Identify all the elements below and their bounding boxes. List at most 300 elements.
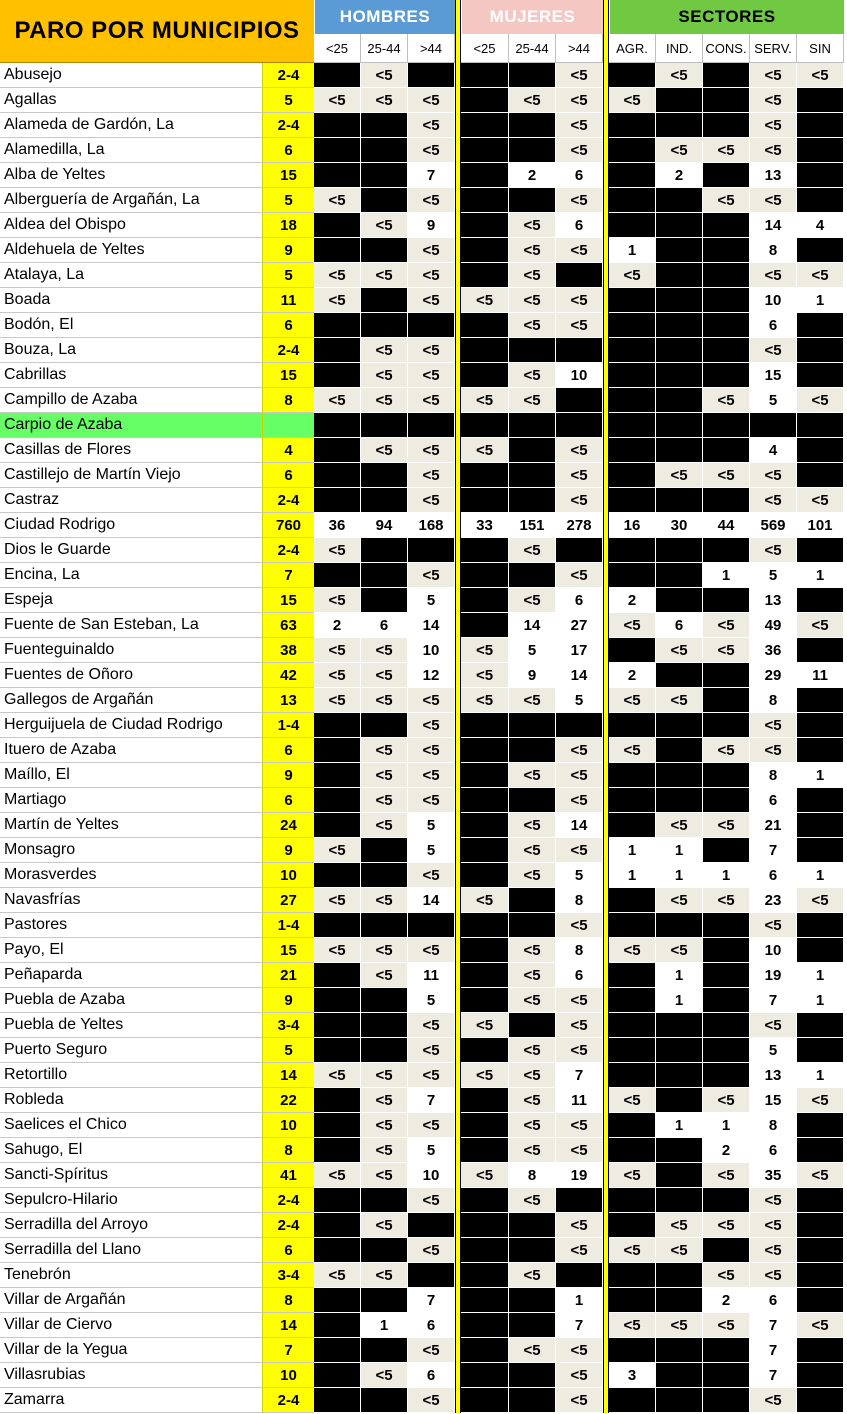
table-cell: 7 bbox=[750, 988, 797, 1013]
table-cell: 8 bbox=[750, 238, 797, 263]
table-cell: 27 bbox=[556, 613, 603, 638]
table-cell bbox=[314, 463, 361, 488]
table-cell: <5 bbox=[408, 788, 455, 813]
table-cell bbox=[461, 88, 509, 113]
table-cell bbox=[556, 388, 603, 413]
table-cell bbox=[361, 913, 408, 938]
municipality-name: Gallegos de Argañán bbox=[0, 688, 262, 713]
table-cell bbox=[461, 713, 509, 738]
table-cell: 10 bbox=[408, 638, 455, 663]
table-cell: <5 bbox=[509, 288, 556, 313]
table-cell bbox=[408, 63, 455, 88]
municipality-total: 38 bbox=[262, 638, 314, 663]
column-separator bbox=[603, 1363, 609, 1388]
table-cell bbox=[461, 1188, 509, 1213]
table-cell bbox=[656, 563, 703, 588]
table-cell: <5 bbox=[750, 1188, 797, 1213]
column-separator bbox=[455, 1263, 461, 1288]
table-cell bbox=[361, 713, 408, 738]
table-cell: 5 bbox=[750, 563, 797, 588]
table-cell: <5 bbox=[408, 288, 455, 313]
column-separator bbox=[455, 963, 461, 988]
table-cell: 14 bbox=[750, 213, 797, 238]
table-cell: 10 bbox=[556, 363, 603, 388]
table-cell bbox=[609, 1188, 656, 1213]
table-cell bbox=[656, 488, 703, 513]
column-separator bbox=[603, 188, 609, 213]
table-cell bbox=[656, 238, 703, 263]
table-cell bbox=[703, 1338, 750, 1363]
table-cell bbox=[797, 1188, 844, 1213]
table-cell bbox=[797, 88, 844, 113]
table-cell: <5 bbox=[556, 1038, 603, 1063]
table-cell: <5 bbox=[556, 563, 603, 588]
table-cell bbox=[797, 1213, 844, 1238]
table-cell: <5 bbox=[461, 1163, 509, 1188]
column-separator bbox=[455, 1113, 461, 1138]
table-cell: <5 bbox=[797, 488, 844, 513]
column-separator bbox=[455, 1213, 461, 1238]
table-cell: 1 bbox=[656, 1113, 703, 1138]
municipality-total: 7 bbox=[262, 1338, 314, 1363]
table-cell bbox=[314, 1088, 361, 1113]
table-cell: <5 bbox=[361, 1163, 408, 1188]
table-cell bbox=[656, 338, 703, 363]
table-cell bbox=[609, 113, 656, 138]
table-cell: 7 bbox=[556, 1063, 603, 1088]
table-cell: <5 bbox=[314, 88, 361, 113]
table-cell bbox=[656, 213, 703, 238]
column-separator bbox=[603, 588, 609, 613]
municipality-name: Pastores bbox=[0, 913, 262, 938]
table-cell bbox=[461, 413, 509, 438]
table-cell bbox=[656, 1038, 703, 1063]
table-cell bbox=[609, 288, 656, 313]
table-cell bbox=[314, 1038, 361, 1063]
table-cell: 36 bbox=[314, 513, 361, 538]
table-cell: 7 bbox=[556, 1313, 603, 1338]
table-cell: 4 bbox=[750, 438, 797, 463]
table-cell bbox=[703, 588, 750, 613]
municipality-total: 13 bbox=[262, 688, 314, 713]
table-cell: <5 bbox=[556, 1013, 603, 1038]
table-cell: 2 bbox=[703, 1288, 750, 1313]
table-cell bbox=[408, 913, 455, 938]
municipality-total: 11 bbox=[262, 288, 314, 313]
column-separator bbox=[455, 488, 461, 513]
table-cell: 1 bbox=[797, 863, 844, 888]
table-cell: <5 bbox=[556, 1138, 603, 1163]
table-cell: <5 bbox=[361, 813, 408, 838]
column-separator bbox=[603, 1138, 609, 1163]
column-separator bbox=[455, 338, 461, 363]
table-cell bbox=[703, 288, 750, 313]
municipality-total: 2-4 bbox=[262, 1388, 314, 1413]
table-cell: <5 bbox=[509, 1063, 556, 1088]
table-cell: <5 bbox=[556, 188, 603, 213]
table-cell: <5 bbox=[461, 663, 509, 688]
table-cell bbox=[609, 813, 656, 838]
column-separator bbox=[455, 888, 461, 913]
table-cell bbox=[314, 213, 361, 238]
subheader-construccion: CONS. bbox=[703, 34, 750, 63]
table-cell: 11 bbox=[556, 1088, 603, 1113]
municipality-name: Puebla de Yeltes bbox=[0, 1013, 262, 1038]
table-cell bbox=[797, 338, 844, 363]
column-separator bbox=[455, 663, 461, 688]
table-cell bbox=[797, 1363, 844, 1388]
column-separator bbox=[603, 88, 609, 113]
table-cell bbox=[361, 1388, 408, 1413]
column-separator bbox=[455, 738, 461, 763]
municipality-name: Casillas de Flores bbox=[0, 438, 262, 463]
municipality-name: Morasverdes bbox=[0, 863, 262, 888]
table-cell bbox=[314, 63, 361, 88]
table-cell bbox=[656, 1163, 703, 1188]
column-separator bbox=[603, 63, 609, 88]
table-cell bbox=[461, 838, 509, 863]
municipality-name: Retortillo bbox=[0, 1063, 262, 1088]
municipality-total: 41 bbox=[262, 1163, 314, 1188]
table-cell: 19 bbox=[556, 1163, 603, 1188]
table-cell bbox=[556, 1263, 603, 1288]
table-cell: <5 bbox=[703, 1163, 750, 1188]
table-cell bbox=[361, 1338, 408, 1363]
table-cell bbox=[314, 713, 361, 738]
table-cell bbox=[314, 563, 361, 588]
table-cell bbox=[461, 938, 509, 963]
table-cell bbox=[461, 863, 509, 888]
table-cell: <5 bbox=[750, 188, 797, 213]
table-cell bbox=[703, 238, 750, 263]
table-cell: 8 bbox=[750, 688, 797, 713]
column-separator bbox=[603, 888, 609, 913]
table-cell bbox=[797, 1288, 844, 1313]
table-cell bbox=[461, 488, 509, 513]
table-cell: 8 bbox=[556, 938, 603, 963]
table-cell bbox=[361, 588, 408, 613]
table-cell: <5 bbox=[750, 138, 797, 163]
table-cell bbox=[361, 1013, 408, 1038]
table-cell: 1 bbox=[797, 1063, 844, 1088]
table-cell bbox=[461, 1038, 509, 1063]
table-cell: <5 bbox=[703, 888, 750, 913]
table-cell: <5 bbox=[509, 1138, 556, 1163]
table-cell bbox=[656, 738, 703, 763]
table-cell bbox=[797, 638, 844, 663]
table-cell: 10 bbox=[750, 938, 797, 963]
municipality-total: 22 bbox=[262, 1088, 314, 1113]
column-separator bbox=[455, 238, 461, 263]
table-cell: <5 bbox=[314, 888, 361, 913]
column-separator bbox=[455, 1238, 461, 1263]
column-separator bbox=[455, 313, 461, 338]
table-cell bbox=[314, 363, 361, 388]
table-cell: <5 bbox=[750, 738, 797, 763]
table-cell bbox=[703, 913, 750, 938]
table-cell bbox=[314, 238, 361, 263]
column-separator bbox=[603, 963, 609, 988]
table-cell bbox=[656, 1138, 703, 1163]
municipality-name: Sahugo, El bbox=[0, 1138, 262, 1163]
column-separator bbox=[455, 163, 461, 188]
table-cell: <5 bbox=[609, 938, 656, 963]
table-cell bbox=[461, 313, 509, 338]
table-cell bbox=[609, 1138, 656, 1163]
table-cell: <5 bbox=[509, 363, 556, 388]
table-cell bbox=[509, 1363, 556, 1388]
table-cell bbox=[609, 313, 656, 338]
table-cell bbox=[797, 1138, 844, 1163]
table-cell: 14 bbox=[408, 613, 455, 638]
column-separator bbox=[603, 238, 609, 263]
table-cell bbox=[703, 788, 750, 813]
subheader-industria: IND. bbox=[656, 34, 703, 63]
table-cell: <5 bbox=[656, 463, 703, 488]
municipality-name: Puebla de Azaba bbox=[0, 988, 262, 1013]
column-separator bbox=[455, 588, 461, 613]
table-cell bbox=[703, 713, 750, 738]
table-cell bbox=[461, 338, 509, 363]
table-cell bbox=[656, 1188, 703, 1213]
table-cell: <5 bbox=[609, 1088, 656, 1113]
column-separator bbox=[603, 213, 609, 238]
table-cell bbox=[361, 563, 408, 588]
municipality-total: 2-4 bbox=[262, 63, 314, 88]
table-cell: <5 bbox=[314, 1063, 361, 1088]
table-cell bbox=[609, 138, 656, 163]
municipality-name: Sepulcro-Hilario bbox=[0, 1188, 262, 1213]
table-cell: <5 bbox=[703, 1213, 750, 1238]
column-separator bbox=[603, 463, 609, 488]
table-cell bbox=[461, 988, 509, 1013]
table-cell bbox=[509, 188, 556, 213]
column-separator bbox=[455, 938, 461, 963]
municipality-total: 15 bbox=[262, 588, 314, 613]
column-separator bbox=[603, 1263, 609, 1288]
table-cell: <5 bbox=[556, 63, 603, 88]
table-cell: 2 bbox=[314, 613, 361, 638]
table-cell bbox=[656, 363, 703, 388]
table-cell bbox=[703, 63, 750, 88]
table-cell bbox=[556, 538, 603, 563]
table-cell: <5 bbox=[314, 638, 361, 663]
table-cell: <5 bbox=[509, 263, 556, 288]
municipality-total: 9 bbox=[262, 763, 314, 788]
table-cell: <5 bbox=[408, 1188, 455, 1213]
table-cell: <5 bbox=[314, 1163, 361, 1188]
table-cell bbox=[609, 1063, 656, 1088]
municipality-name: Monsagro bbox=[0, 838, 262, 863]
table-cell: <5 bbox=[408, 1238, 455, 1263]
column-separator bbox=[603, 1188, 609, 1213]
table-cell: 6 bbox=[361, 613, 408, 638]
table-cell: <5 bbox=[750, 63, 797, 88]
table-cell bbox=[314, 863, 361, 888]
table-cell: <5 bbox=[509, 588, 556, 613]
column-separator bbox=[455, 263, 461, 288]
table-cell: <5 bbox=[408, 238, 455, 263]
table-cell: 6 bbox=[750, 788, 797, 813]
table-cell: <5 bbox=[703, 613, 750, 638]
table-cell bbox=[314, 338, 361, 363]
table-cell: 29 bbox=[750, 663, 797, 688]
table-cell: 13 bbox=[750, 1063, 797, 1088]
table-cell bbox=[461, 1288, 509, 1313]
table-cell: 1 bbox=[656, 838, 703, 863]
column-separator bbox=[455, 713, 461, 738]
municipality-name: Boada bbox=[0, 288, 262, 313]
table-cell: 1 bbox=[703, 563, 750, 588]
column-separator bbox=[455, 1038, 461, 1063]
municipality-total: 63 bbox=[262, 613, 314, 638]
table-cell bbox=[797, 1038, 844, 1063]
table-cell bbox=[656, 663, 703, 688]
table-cell: 2 bbox=[509, 163, 556, 188]
table-cell bbox=[609, 1338, 656, 1363]
table-cell: <5 bbox=[609, 1163, 656, 1188]
municipality-name: Payo, El bbox=[0, 938, 262, 963]
table-cell: <5 bbox=[703, 1088, 750, 1113]
table-cell bbox=[461, 1388, 509, 1413]
table-cell: 49 bbox=[750, 613, 797, 638]
municipality-name: Agallas bbox=[0, 88, 262, 113]
table-cell: <5 bbox=[750, 488, 797, 513]
table-cell bbox=[656, 1288, 703, 1313]
municipality-total: 1-4 bbox=[262, 713, 314, 738]
table-cell: <5 bbox=[609, 688, 656, 713]
table-cell: 8 bbox=[509, 1163, 556, 1188]
table-cell bbox=[408, 1213, 455, 1238]
table-cell bbox=[408, 313, 455, 338]
column-separator bbox=[603, 538, 609, 563]
table-cell: <5 bbox=[408, 938, 455, 963]
table-cell bbox=[656, 913, 703, 938]
municipality-total: 2-4 bbox=[262, 538, 314, 563]
municipality-total: 6 bbox=[262, 463, 314, 488]
table-cell: <5 bbox=[314, 688, 361, 713]
table-cell: <5 bbox=[408, 688, 455, 713]
table-cell bbox=[314, 1238, 361, 1263]
column-separator bbox=[603, 338, 609, 363]
municipality-name: Alameda de Gardón, La bbox=[0, 113, 262, 138]
table-cell bbox=[314, 1113, 361, 1138]
table-cell bbox=[797, 588, 844, 613]
table-cell: <5 bbox=[408, 263, 455, 288]
column-separator bbox=[455, 1188, 461, 1213]
table-cell: <5 bbox=[361, 363, 408, 388]
column-separator bbox=[603, 363, 609, 388]
table-cell bbox=[361, 413, 408, 438]
municipality-name: Cabrillas bbox=[0, 363, 262, 388]
table-cell bbox=[361, 463, 408, 488]
table-cell bbox=[703, 488, 750, 513]
table-cell: 5 bbox=[408, 838, 455, 863]
table-cell: 36 bbox=[750, 638, 797, 663]
table-cell bbox=[509, 1288, 556, 1313]
table-cell: 1 bbox=[656, 963, 703, 988]
table-cell bbox=[797, 913, 844, 938]
column-separator bbox=[603, 1338, 609, 1363]
table-cell: <5 bbox=[408, 488, 455, 513]
column-separator bbox=[455, 1138, 461, 1163]
table-cell bbox=[703, 1363, 750, 1388]
table-cell: <5 bbox=[461, 288, 509, 313]
table-cell bbox=[609, 988, 656, 1013]
municipality-name: Fuente de San Esteban, La bbox=[0, 613, 262, 638]
table-cell bbox=[461, 1238, 509, 1263]
table-cell: 569 bbox=[750, 513, 797, 538]
municipality-total: 6 bbox=[262, 788, 314, 813]
table-cell: 2 bbox=[609, 588, 656, 613]
table-cell bbox=[361, 1288, 408, 1313]
table-cell bbox=[609, 463, 656, 488]
table-cell: 10 bbox=[408, 1163, 455, 1188]
table-cell bbox=[609, 1288, 656, 1313]
table-cell: <5 bbox=[408, 713, 455, 738]
table-cell: <5 bbox=[361, 438, 408, 463]
table-cell: <5 bbox=[408, 1013, 455, 1038]
table-cell: <5 bbox=[408, 1063, 455, 1088]
table-cell: <5 bbox=[556, 438, 603, 463]
table-cell: <5 bbox=[509, 538, 556, 563]
table-cell: <5 bbox=[314, 263, 361, 288]
table-cell: 1 bbox=[609, 838, 656, 863]
municipality-name: Aldea del Obispo bbox=[0, 213, 262, 238]
subheader-sin-empleo-anterior: SIN bbox=[797, 34, 844, 63]
table-cell: <5 bbox=[556, 88, 603, 113]
municipality-total: 5 bbox=[262, 88, 314, 113]
table-cell bbox=[314, 1188, 361, 1213]
table-cell: 278 bbox=[556, 513, 603, 538]
table-cell bbox=[461, 763, 509, 788]
table-cell: <5 bbox=[556, 788, 603, 813]
table-cell: <5 bbox=[408, 1338, 455, 1363]
table-cell bbox=[314, 438, 361, 463]
table-cell: 1 bbox=[797, 963, 844, 988]
table-cell: <5 bbox=[314, 538, 361, 563]
table-cell: 6 bbox=[408, 1313, 455, 1338]
table-cell: <5 bbox=[509, 88, 556, 113]
table-cell bbox=[703, 263, 750, 288]
table-cell: <5 bbox=[703, 138, 750, 163]
table-cell: <5 bbox=[556, 1213, 603, 1238]
table-cell bbox=[361, 988, 408, 1013]
table-cell: <5 bbox=[556, 1238, 603, 1263]
table-cell: 1 bbox=[797, 288, 844, 313]
table-cell bbox=[609, 188, 656, 213]
table-cell bbox=[461, 963, 509, 988]
table-cell bbox=[797, 138, 844, 163]
table-cell bbox=[797, 463, 844, 488]
table-cell bbox=[556, 263, 603, 288]
table-cell: <5 bbox=[361, 1113, 408, 1138]
municipality-name: Aldehuela de Yeltes bbox=[0, 238, 262, 263]
table-cell bbox=[361, 488, 408, 513]
table-cell: 17 bbox=[556, 638, 603, 663]
table-cell bbox=[797, 1238, 844, 1263]
table-cell bbox=[703, 988, 750, 1013]
table-cell: <5 bbox=[509, 763, 556, 788]
table-cell bbox=[509, 1013, 556, 1038]
table-cell: <5 bbox=[361, 88, 408, 113]
table-cell: 5 bbox=[556, 863, 603, 888]
table-cell bbox=[609, 363, 656, 388]
municipality-total: 5 bbox=[262, 188, 314, 213]
table-cell: <5 bbox=[656, 1238, 703, 1263]
table-cell: <5 bbox=[361, 938, 408, 963]
table-cell bbox=[461, 113, 509, 138]
